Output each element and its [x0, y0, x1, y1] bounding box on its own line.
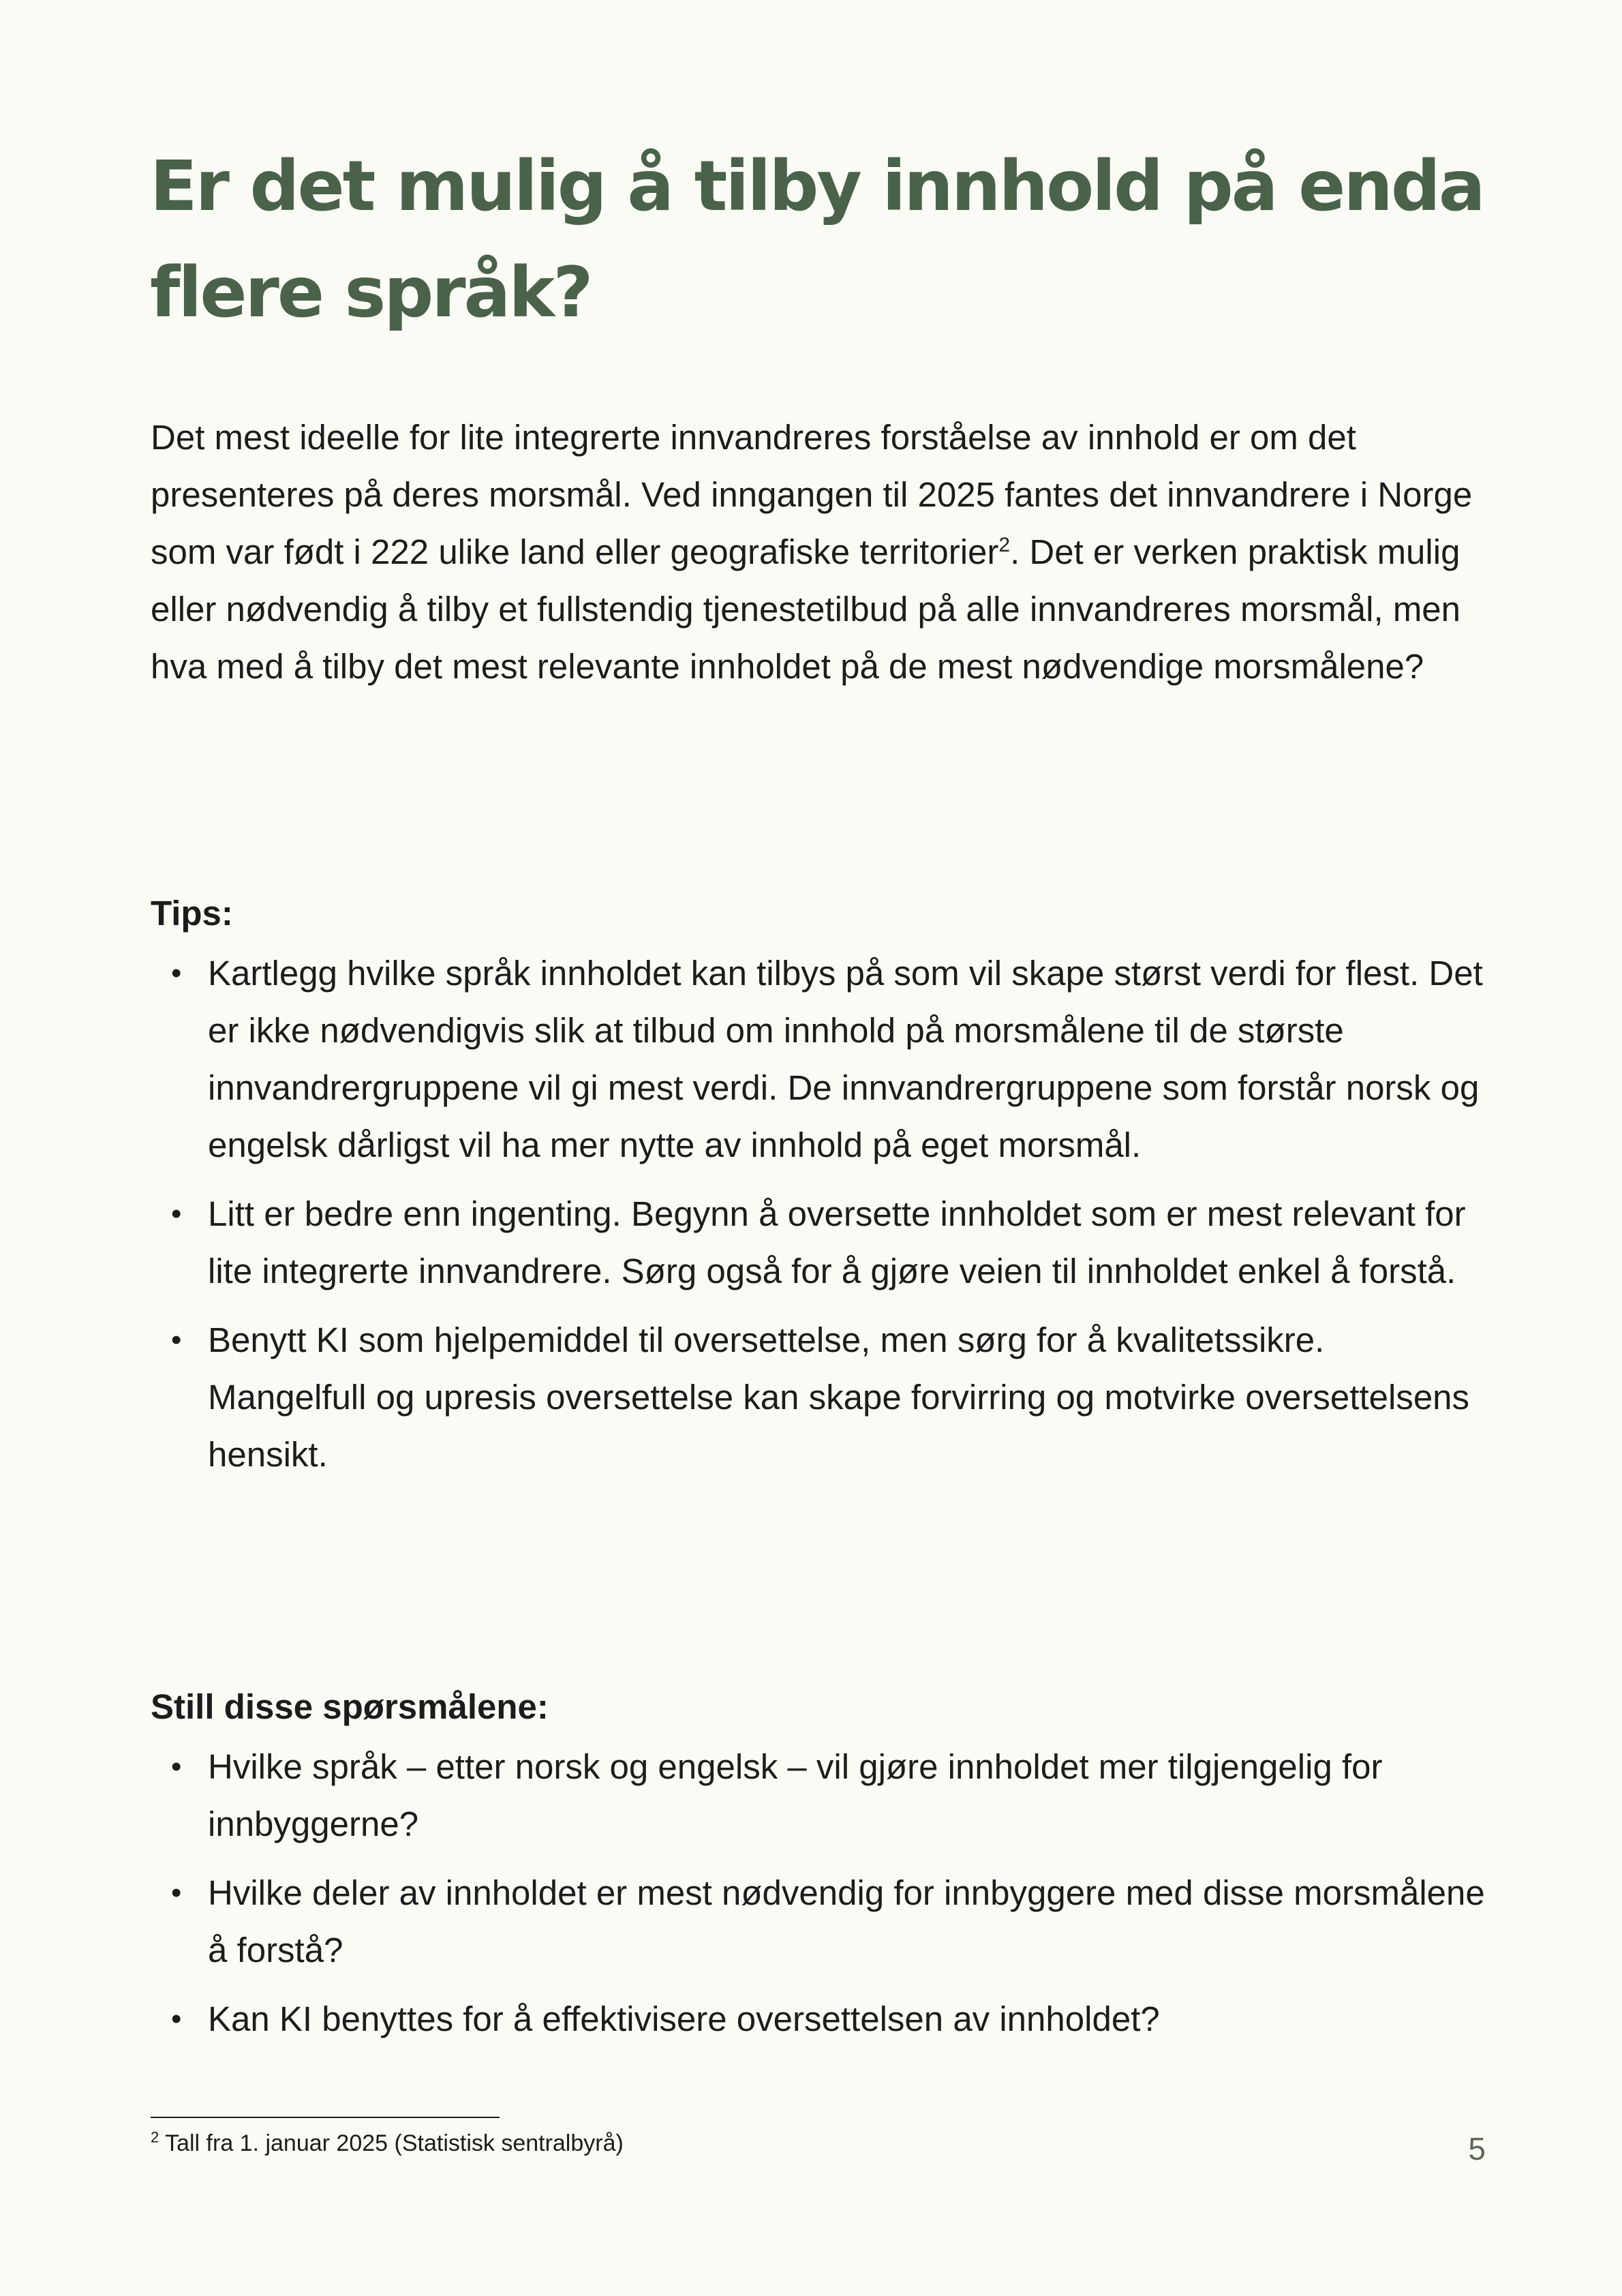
bullet-icon: • [171, 1876, 182, 1909]
questions-list-item [151, 1864, 1486, 1979]
question-item-text: Hvilke deler av innholdet er mest nødvendig for innbyggere med disse morsmålene å forstå? [208, 1873, 1485, 1969]
tips-list-item [151, 1185, 1486, 1300]
questions-list [151, 1738, 1486, 2059]
tips-list [151, 945, 1486, 1495]
questions-heading: Still disse spørsmålene: [151, 1687, 549, 1726]
footnote [151, 2127, 624, 2160]
page-title: Er det mulig å tilby innhold på enda flere språk? [150, 146, 1484, 333]
questions-list-item [151, 1991, 1486, 2048]
bullet-icon: • [171, 2002, 182, 2036]
footnote-divider [151, 2117, 500, 2118]
tips-item-text: Benytt KI som hjelpemiddel til oversettelse, men sørg for å kvalitetssikre. Mangelfull og upresis oversettelse kan skape forvirring og motvirke oversettelsens hensikt. [208, 1320, 1470, 1474]
intro-text-part-2: . Det er verken praktisk mulig eller nødvendig å tilby et fullstendig tjenestetilbud på alle innvandreres morsmål, men hva med å tilby det mest relevante innholdet på de mest nødvendige morsmålene? [151, 532, 1461, 686]
tips-list-item [151, 945, 1486, 1174]
tips-item-text: Kartlegg hvilke språk innholdet kan tilbys på som vil skape størst verdi for flest. Det er ikke nødvendigvis slik at tilbud om innhold på morsmålene til de største innvandrergruppene vil gi mest verdi. De innvandrergruppene som forstår norsk og engelsk dårligst vil ha mer nytte av innhold på eget morsmål. [208, 954, 1483, 1164]
bullet-icon: • [171, 1750, 182, 1783]
intro-paragraph [151, 409, 1486, 695]
tips-heading: Tips: [151, 894, 233, 933]
bullet-icon: • [171, 1323, 182, 1357]
footnote-marker: 2 [151, 2128, 159, 2146]
bullet-icon: • [171, 956, 182, 990]
intro-text-part-1: Det mest ideelle for lite integrerte innvandreres forståelse av innhold er om det presenteres på deres morsmål. Ved inngangen til 2025 fantes det innvandrere i Norge som var født i 222 ulike land eller geografiske territorier [151, 418, 1473, 571]
footnote-text: Tall fra 1. januar 2025 (Statistisk sentralbyrå) [159, 2130, 624, 2156]
footnote-reference[interactable]: 2 [998, 534, 1011, 556]
question-item-text: Hvilke språk – etter norsk og engelsk – vil gjøre innholdet mer tilgjengelig for innbyggerne? [208, 1747, 1383, 1843]
questions-list-item [151, 1738, 1486, 1853]
page-number: 5 [1468, 2131, 1486, 2166]
tips-item-text: Litt er bedre enn ingenting. Begynn å oversette innholdet som er mest relevant for lite integrerte innvandrere. Sørg også for å gjøre veien til innholdet enkel å forstå. [208, 1194, 1466, 1290]
tips-list-item [151, 1312, 1486, 1483]
question-item-text: Kan KI benyttes for å effektivisere oversettelsen av innholdet? [208, 1999, 1160, 2038]
bullet-icon: • [171, 1197, 182, 1230]
